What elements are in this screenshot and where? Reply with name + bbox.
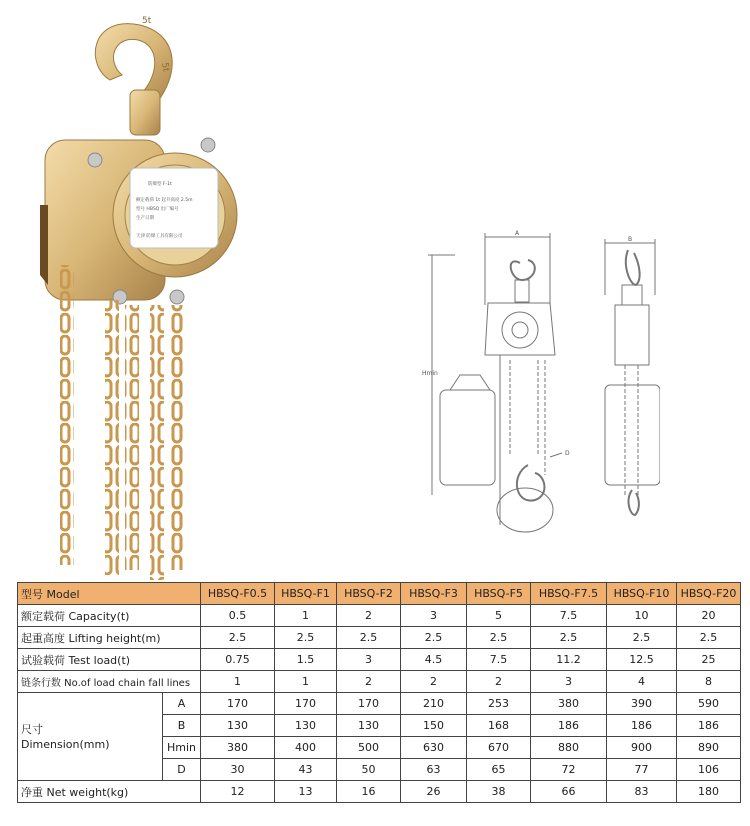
hook-mark-2: 5t <box>159 61 171 73</box>
bolt <box>170 290 184 304</box>
table-cell: 12 <box>201 781 275 803</box>
table-cell: 26 <box>401 781 467 803</box>
table-cell: 106 <box>677 759 741 781</box>
table-row <box>18 781 741 803</box>
table-cell: 5 <box>467 605 531 627</box>
nameplate-line: 型号 HBSQ 出厂编号 <box>136 207 179 212</box>
table-cell: 66 <box>531 781 607 803</box>
dimension-label <box>18 693 163 781</box>
table-cell: 400 <box>275 737 337 759</box>
table-cell: 390 <box>607 693 677 715</box>
table-cell: 150 <box>401 715 467 737</box>
dimension-key: Hmin <box>163 737 201 759</box>
bolt <box>88 153 102 167</box>
table-cell: 170 <box>275 693 337 715</box>
table-header-row <box>18 583 741 605</box>
table-row <box>18 671 741 693</box>
table-cell: 2.5 <box>337 627 401 649</box>
dimension-label-cn: 尺寸 <box>21 722 43 736</box>
table-cell: 2.5 <box>201 627 275 649</box>
table-cell: 3 <box>401 605 467 627</box>
table-cell: 2.5 <box>275 627 337 649</box>
table-row <box>18 649 741 671</box>
table-cell: 0.75 <box>201 649 275 671</box>
front-view <box>422 230 570 532</box>
dimension-key: B <box>163 715 201 737</box>
table-cell: 11.2 <box>531 649 607 671</box>
model-col: HBSQ-F5 <box>467 583 531 605</box>
chain-hoist-photo <box>30 5 260 580</box>
table-cell: 0.5 <box>201 605 275 627</box>
table-cell: 130 <box>337 715 401 737</box>
table-cell: 1 <box>275 671 337 693</box>
side-view <box>605 236 660 515</box>
table-cell: 3 <box>337 649 401 671</box>
table-cell: 38 <box>467 781 531 803</box>
table-cell: 180 <box>677 781 741 803</box>
table-row <box>18 627 741 649</box>
table-cell: 10 <box>607 605 677 627</box>
table-cell: 210 <box>401 693 467 715</box>
table-cell: 63 <box>401 759 467 781</box>
table-row <box>18 605 741 627</box>
specification-table <box>17 582 741 803</box>
table-cell: 890 <box>677 737 741 759</box>
model-col: HBSQ-F1 <box>275 583 337 605</box>
table-cell: 72 <box>531 759 607 781</box>
table-cell: 630 <box>401 737 467 759</box>
table-cell: 500 <box>337 737 401 759</box>
table-cell: 186 <box>531 715 607 737</box>
table-cell: 16 <box>337 781 401 803</box>
nameplate-line: 防爆型 F-1t <box>148 182 172 187</box>
table-cell: 50 <box>337 759 401 781</box>
model-col: HBSQ-F20 <box>677 583 741 605</box>
table-cell: 4.5 <box>401 649 467 671</box>
table-cell: 670 <box>467 737 531 759</box>
table-cell: 2.5 <box>677 627 741 649</box>
dim-label-d: D <box>565 450 570 457</box>
table-cell: 170 <box>337 693 401 715</box>
table-cell: 4 <box>607 671 677 693</box>
technical-drawing <box>410 225 660 545</box>
dimension-label-en: Dimension(mm) <box>21 737 110 751</box>
table-cell: 2.5 <box>401 627 467 649</box>
top-hook <box>95 16 172 135</box>
dim-label-b: B <box>628 236 633 243</box>
model-col: HBSQ-F7.5 <box>531 583 607 605</box>
table-cell: 13 <box>275 781 337 803</box>
model-col: HBSQ-F0.5 <box>201 583 275 605</box>
table-cell: 2 <box>401 671 467 693</box>
table-cell: 30 <box>201 759 275 781</box>
table-cell: 186 <box>677 715 741 737</box>
table-cell: 25 <box>677 649 741 671</box>
table-cell: 2 <box>337 671 401 693</box>
table-cell: 43 <box>275 759 337 781</box>
table-cell: 253 <box>467 693 531 715</box>
table-cell: 186 <box>607 715 677 737</box>
model-col: HBSQ-F10 <box>607 583 677 605</box>
table-cell: 1.5 <box>275 649 337 671</box>
table-cell: 2 <box>337 605 401 627</box>
table-cell: 83 <box>607 781 677 803</box>
table-cell: 3 <box>531 671 607 693</box>
table-cell: 1 <box>201 671 275 693</box>
table-cell: 12.5 <box>607 649 677 671</box>
table-cell: 380 <box>531 693 607 715</box>
table-cell: 880 <box>531 737 607 759</box>
table-cell: 2 <box>467 671 531 693</box>
table-cell: 590 <box>677 693 741 715</box>
nameplate-line: 生产日期 <box>136 216 154 221</box>
model-header: 型号 Model <box>18 583 201 605</box>
bolt <box>201 138 215 152</box>
row-label: 额定载荷 Capacity(t) <box>18 605 201 627</box>
table-cell: 2.5 <box>467 627 531 649</box>
table-row <box>18 693 741 715</box>
table-cell: 20 <box>677 605 741 627</box>
dimension-key: A <box>163 693 201 715</box>
nameplate-line: 天津 防爆工具有限公司 <box>136 234 183 239</box>
table-cell: 65 <box>467 759 531 781</box>
row-label: 链条行数 No.of load chain fall lines <box>18 671 201 693</box>
table-cell: 2.5 <box>531 627 607 649</box>
table-cell: 130 <box>201 715 275 737</box>
table-cell: 2.5 <box>607 627 677 649</box>
dimension-key: D <box>163 759 201 781</box>
row-label: 起重高度 Lifting height(m) <box>18 627 201 649</box>
table-cell: 8 <box>677 671 741 693</box>
table-cell: 7.5 <box>467 649 531 671</box>
row-label: 试验载荷 Test load(t) <box>18 649 201 671</box>
dim-label-a: A <box>515 230 520 237</box>
model-col: HBSQ-F2 <box>337 583 401 605</box>
table-cell: 130 <box>275 715 337 737</box>
table-cell: 380 <box>201 737 275 759</box>
hook-mark-1: 5t <box>142 16 152 26</box>
model-col: HBSQ-F3 <box>401 583 467 605</box>
chains <box>60 265 184 580</box>
row-label: 净重 Net weight(kg) <box>18 781 201 803</box>
nameplate-line: 额定载荷 1t 起升高度 2.5m <box>136 198 193 203</box>
table-cell: 170 <box>201 693 275 715</box>
dim-label-hmin: Hmin <box>422 370 438 377</box>
table-cell: 168 <box>467 715 531 737</box>
table-cell: 900 <box>607 737 677 759</box>
table-cell: 77 <box>607 759 677 781</box>
table-cell: 1 <box>275 605 337 627</box>
table-cell: 7.5 <box>531 605 607 627</box>
